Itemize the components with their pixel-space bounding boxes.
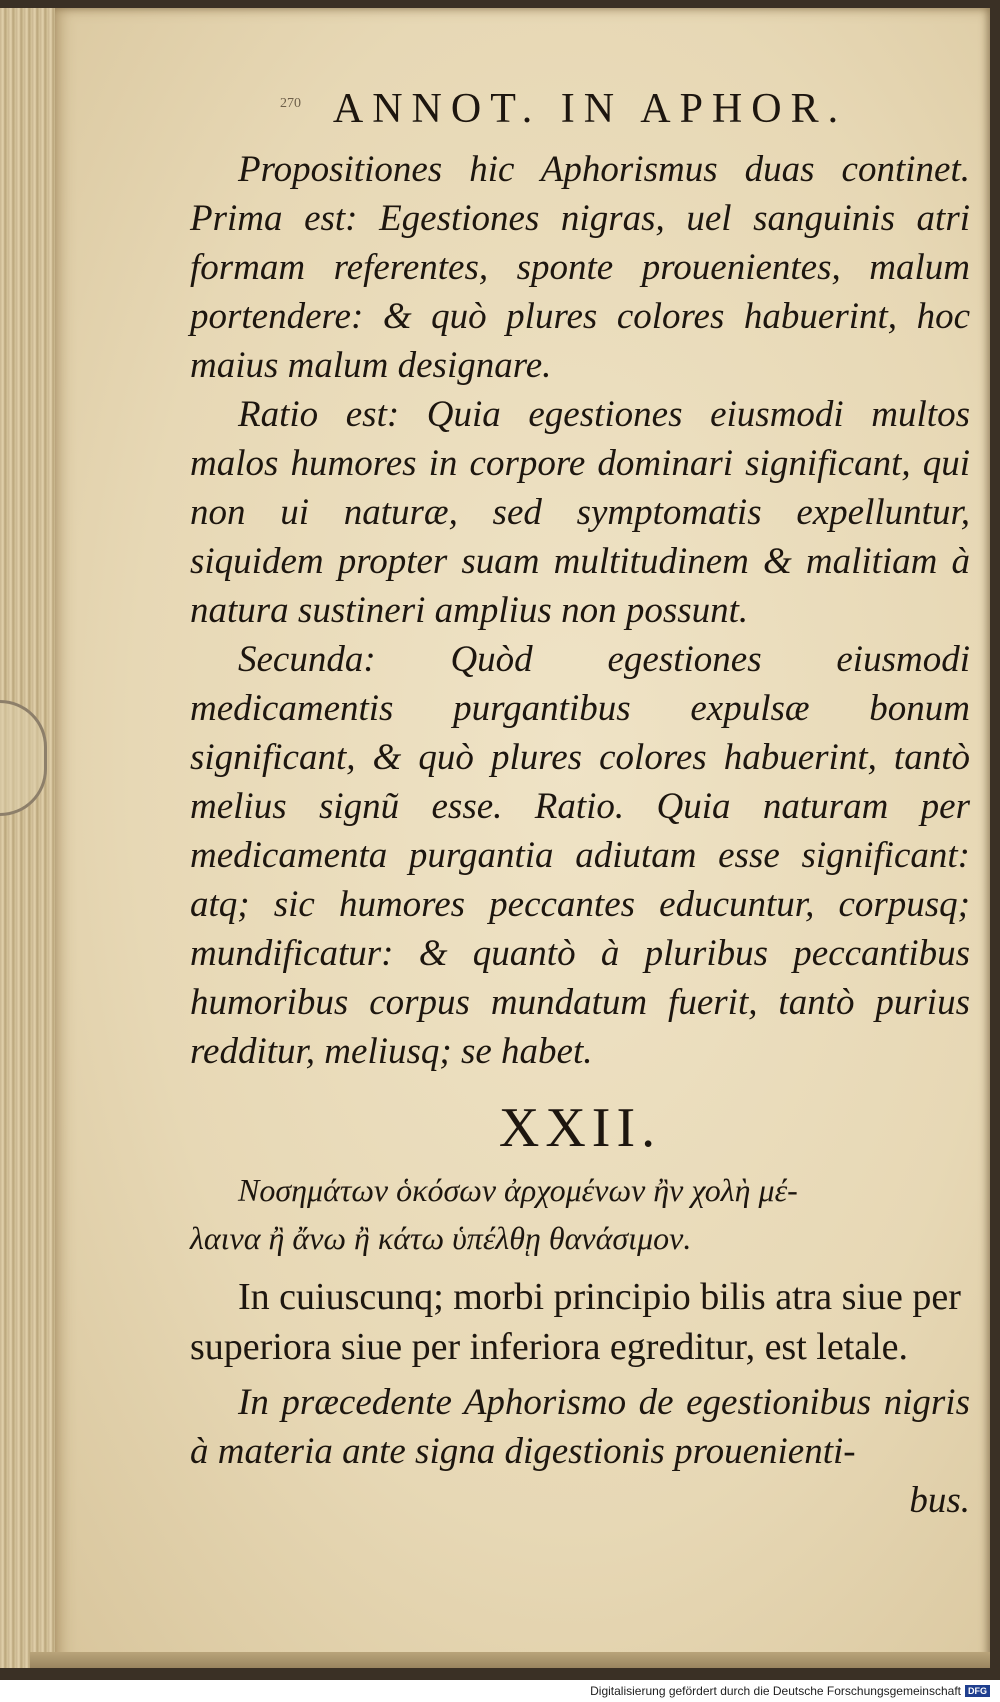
running-head: ANNOT. IN APHOR. (332, 86, 848, 132)
page-text (190, 85, 970, 1525)
folio-number: 270 (280, 96, 301, 111)
footer-credit (590, 1684, 990, 1698)
page-bottom-edge (30, 1652, 990, 1668)
greek-line-1: Νοσημάτων ὁκόσων ἀρχομένων ἢν χολὴ μέ- (238, 1172, 798, 1208)
greek-line-2: λαινα ἢ ἄνω ἢ κάτω ὑπέλθῃ θανάσιμον. (190, 1220, 692, 1256)
paragraph-ratio: Ratio est: Quia egestiones eiusmodi multos malos humores in corpore dominari significant, qui non ui naturæ, sed symptomatis expelluntur, siquidem propter suam multitudinem & malitiam à natura sustineri amplius non possunt. (190, 394, 970, 631)
dfg-logo: DFG (965, 1685, 990, 1697)
latin-translation: In cuiuscunq; morbi principio bilis atra siue per superiora siue per inferiora egreditur, est letale. (190, 1276, 961, 1368)
page-edges (0, 8, 56, 1668)
aphorism-number: XXII. (498, 1097, 662, 1159)
paragraph-propositions: Propositiones hic Aphorismus duas continet. Prima est: Egestiones nigras, uel sanguinis atri formam referentes, sponte prouenientes, malum portendere: & quò plures colores habuerint, hoc maius malum designare. (190, 149, 970, 386)
commentary-tail: bus. (909, 1480, 970, 1521)
commentary-start: In præcedente Aphorismo de egestionibus nigris à materia ante signa digestionis prouenienti- (190, 1382, 970, 1472)
paragraph-secunda: Secunda: Quòd egestiones eiusmodi medicamentis purgantibus expulsæ bonum significant, & quò plures colores habuerint, tantò melius signũ esse. Ratio. Quia naturam per medicamenta purgantia adiutam esse significant: atq; sic humores peccantes educuntur, corpusq; mundificatur: & quantò à pluribus peccantibus humoribus corpus mundatum fuerit, tantò purius redditur, meliusq; se habet. (190, 639, 970, 1072)
footer-credit-text: Digitalisierung gefördert durch die Deutsche Forschungsgemeinschaft (590, 1684, 961, 1698)
